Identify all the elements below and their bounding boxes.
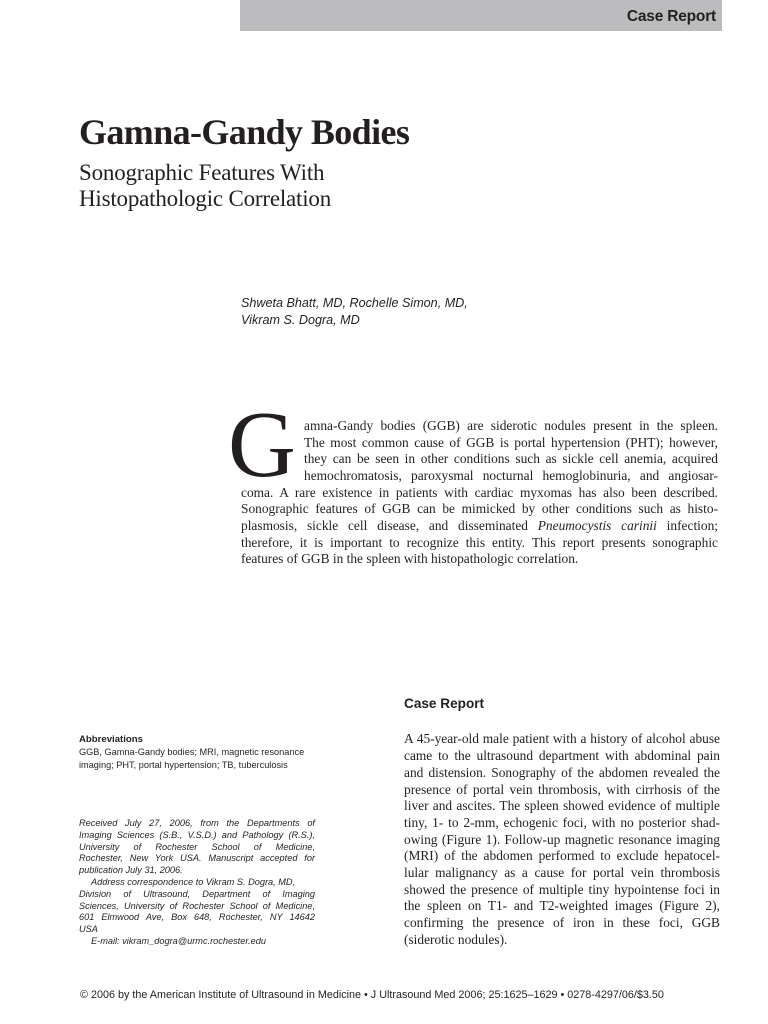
subtitle-line: Sonographic Features With [79, 160, 325, 185]
body-line: liver and ascites. The spleen showed evidence of multiple [404, 798, 720, 813]
address-line: Sciences, University of Rochester School of Medicine, [79, 900, 315, 911]
body-line: (MRI) of the abdomen performed to exclude hepatocel- [404, 848, 720, 863]
body-line: came to the ultrasound department with abdominal pain [404, 748, 720, 763]
abstract-line [241, 518, 718, 535]
author-list [241, 295, 468, 329]
received-line: University of Rochester School of Medicine, [79, 841, 315, 852]
abstract-line: features of GGB in the spleen with histopathologic correlation. [241, 551, 579, 566]
body-line: (siderotic nodules). [404, 932, 508, 947]
body-line: A 45-year-old male patient with a history of alcohol abuse [404, 731, 720, 746]
address-line: Address correspondence to Vikram S. Dogra, MD, [91, 876, 296, 887]
body-line: presence of portal vein thrombosis, with cirrhosis of the [404, 782, 720, 797]
body-line: confirming the presence of iron in these foci, GGB [404, 915, 720, 930]
address-line: USA [79, 924, 98, 935]
organism-name: Pneumocystis carinii [537, 518, 657, 533]
abstract-line: coma. A rare existence in patients with cardiac myxomas has also been described. [241, 485, 718, 500]
received-note [79, 818, 315, 948]
abbreviation-line: GGB, Gamna-Gandy bodies; MRI, magnetic resonance [79, 747, 305, 757]
author-line: Vikram S. Dogra, MD [241, 313, 360, 327]
abstract-text: plasmosis, sickle cell disease, and disseminated [241, 518, 538, 533]
copyright-footer: © 2006 by the American Institute of Ultrasound in Medicine • J Ultrasound Med 2006; 25:1625–1629 • 0278-4297/06/$3.50 [80, 989, 664, 1001]
body-line: tiny, 1- to 2-mm, echogenic foci, with no posterior shad- [404, 815, 720, 830]
author-line: Shweta Bhatt, MD, Rochelle Simon, MD, [241, 296, 468, 310]
received-line: Rochester, New York USA. Manuscript accepted for [79, 853, 315, 864]
body-line: showed the presence of multiple tiny hypointense foci in [404, 882, 720, 897]
body-line: and distension. Sonography of the abdomen revealed the [404, 765, 720, 780]
body-line: lular malignancy as a cause for portal vein thrombosis [404, 865, 720, 880]
body-line: the spleen on T1- and T2-weighted images (Figure 2), [404, 898, 720, 913]
email-line: E-mail: vikram_dogra@urmc.rochester.edu [91, 935, 266, 946]
abstract-line: therefore, it is important to recognize this entity. This report presents sonographic [241, 535, 718, 550]
received-line: Received July 27, 2006, from the Departments of [79, 818, 315, 828]
abstract-text: infection; [656, 518, 718, 533]
abbreviations-heading: Abbreviations [79, 734, 143, 745]
drop-cap: G [228, 393, 294, 497]
received-line: publication July 31, 2006. [79, 865, 183, 876]
abstract-line: they can be seen in other conditions such as sickle cell anemia, acquired [304, 451, 718, 466]
abstract-line: The most common cause of GGB is portal hypertension (PHT); however, [304, 435, 718, 450]
abstract-line: hemochromatosis, paroxysmal nocturnal hemoglobinuria, and angiosar- [304, 468, 718, 483]
case-report-heading: Case Report [404, 696, 485, 711]
received-line: Imaging Sciences (S.B., V.S.D.) and Pathology (R.S.), [79, 829, 315, 840]
body-line: owing (Figure 1). Follow-up magnetic resonance imaging [404, 832, 720, 847]
abstract-line: amna-Gandy bodies (GGB) are siderotic nodules present in the spleen. [304, 418, 718, 433]
abbreviation-line: imaging; PHT, portal hypertension; TB, tuberculosis [79, 759, 288, 770]
section-header-band [240, 0, 722, 31]
section-label: Case Report [626, 8, 716, 25]
address-line: 601 Elmwood Ave, Box 648, Rochester, NY 14642 [79, 912, 315, 923]
article-subtitle [79, 160, 331, 212]
abstract-line: Sonographic features of GGB can be mimicked by other conditions such as histo- [241, 501, 718, 516]
subtitle-line: Histopathologic Correlation [79, 186, 332, 211]
address-line: Division of Ultrasound, Department of Imaging [79, 888, 315, 899]
article-title: Gamna-Gandy Bodies [79, 112, 410, 152]
abbreviations-text [79, 746, 319, 771]
